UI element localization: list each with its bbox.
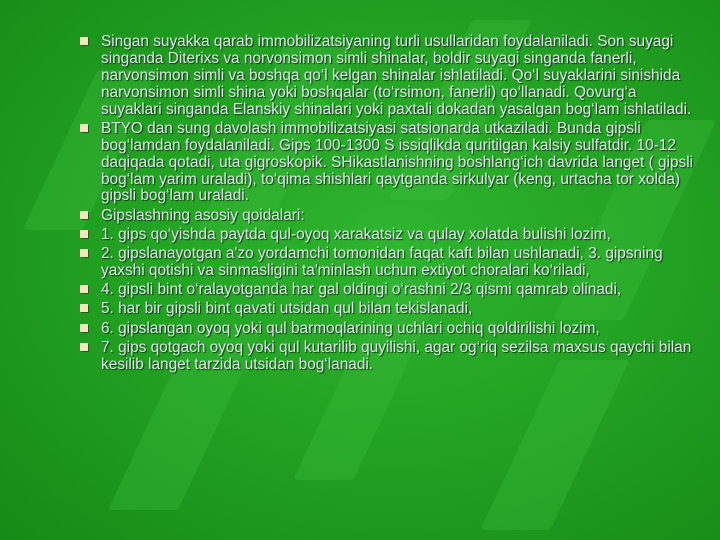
list-item-text: 7. gips qotgach oyoq yoki qul kutarilib quyilishi, agar og‘riq sezilsa maxsus qaychi bilan kesilib langet tarzida utsidan bog‘lanadi. (101, 338, 692, 373)
bullet-icon (80, 37, 88, 45)
list-item (78, 321, 698, 338)
list-item-text: Singan suyakka qarab immobilizatsiyaning turli usullaridan foydalaniladi. Son suyagi singanda Diterixs va norvonsimon simli shinalar, boldir suyagi singanda fanerli, narvonsimon simli va boshqa qo‘l kelgan shinalar ishlatiladi. Qo‘l suyaklarini sinishida narvonsimon simli shina yoki boshqalar (to‘rsimon, fanerli) qo‘llanadi. Qovurg‘a suyaklari singanda Elanskiy shinalari yoki paxtali dokadan yasalgan bog‘lam ishlatiladi. (101, 33, 692, 118)
bullet-icon (80, 124, 88, 132)
list-item (78, 301, 698, 318)
bullet-icon (80, 343, 88, 351)
list-item (78, 246, 698, 280)
list-item-text: 1. gips qo‘yishda paytda qul-oyoq xarakatsiz va qulay xolatda bulishi lozim, (101, 225, 611, 243)
list-item (78, 340, 698, 374)
bullet-icon (80, 211, 88, 219)
slide-content (78, 34, 698, 376)
list-item (78, 34, 698, 119)
list-item (78, 208, 698, 225)
list-item-text: 6. gipslangan oyoq yoki qul barmoqlarining uchlari ochiq qoldirilishi lozim, (101, 319, 600, 337)
bullet-icon (80, 249, 88, 257)
bullet-icon (80, 304, 88, 312)
bullet-icon (80, 324, 88, 332)
bullet-icon (80, 230, 88, 238)
list-item-text: 2. gipslanayotgan a'zo yordamchi tomonidan faqat kaft bilan ushlanadi, 3. gipsning yaxshi qotishi va sinmasligini ta'minlash uchun extiyot choralari ko‘riladi, (101, 245, 663, 279)
list-item-text: Gipslashning asosiy qoidalari: (101, 206, 305, 224)
bullet-list (78, 34, 698, 374)
list-item (78, 121, 698, 206)
background-shape (480, 360, 629, 530)
list-item-text: BTYO dan sung davolash immobilizatsiyasi satsionarda utkaziladi. Bunda gipsli bog‘lamdan foydalaniladi. Gips 100-1300 S issiqlikda quritilgan kalsiy sulfatdir. 10-12 daqiqada qotadi, uta gigroskopik. SHikastlanishning boshlang‘ich davrida langet ( gipsli bog‘lam yarim uraladi), to‘qima shishlari qaytganda sirkulyar (keng, urtacha tor xolda) gipsli bog‘lam uraladi. (101, 119, 694, 205)
list-item (78, 282, 698, 299)
list-item (78, 227, 698, 244)
bullet-icon (80, 285, 88, 293)
list-item-text: 4. gipsli bint o‘ralayotganda har gal oldingi o‘rashni 2/3 qismi qamrab olinadi, (101, 281, 622, 299)
list-item-text: 5. har bir gipsli bint qavati utsidan qul bilan tekislanadi, (101, 300, 473, 318)
